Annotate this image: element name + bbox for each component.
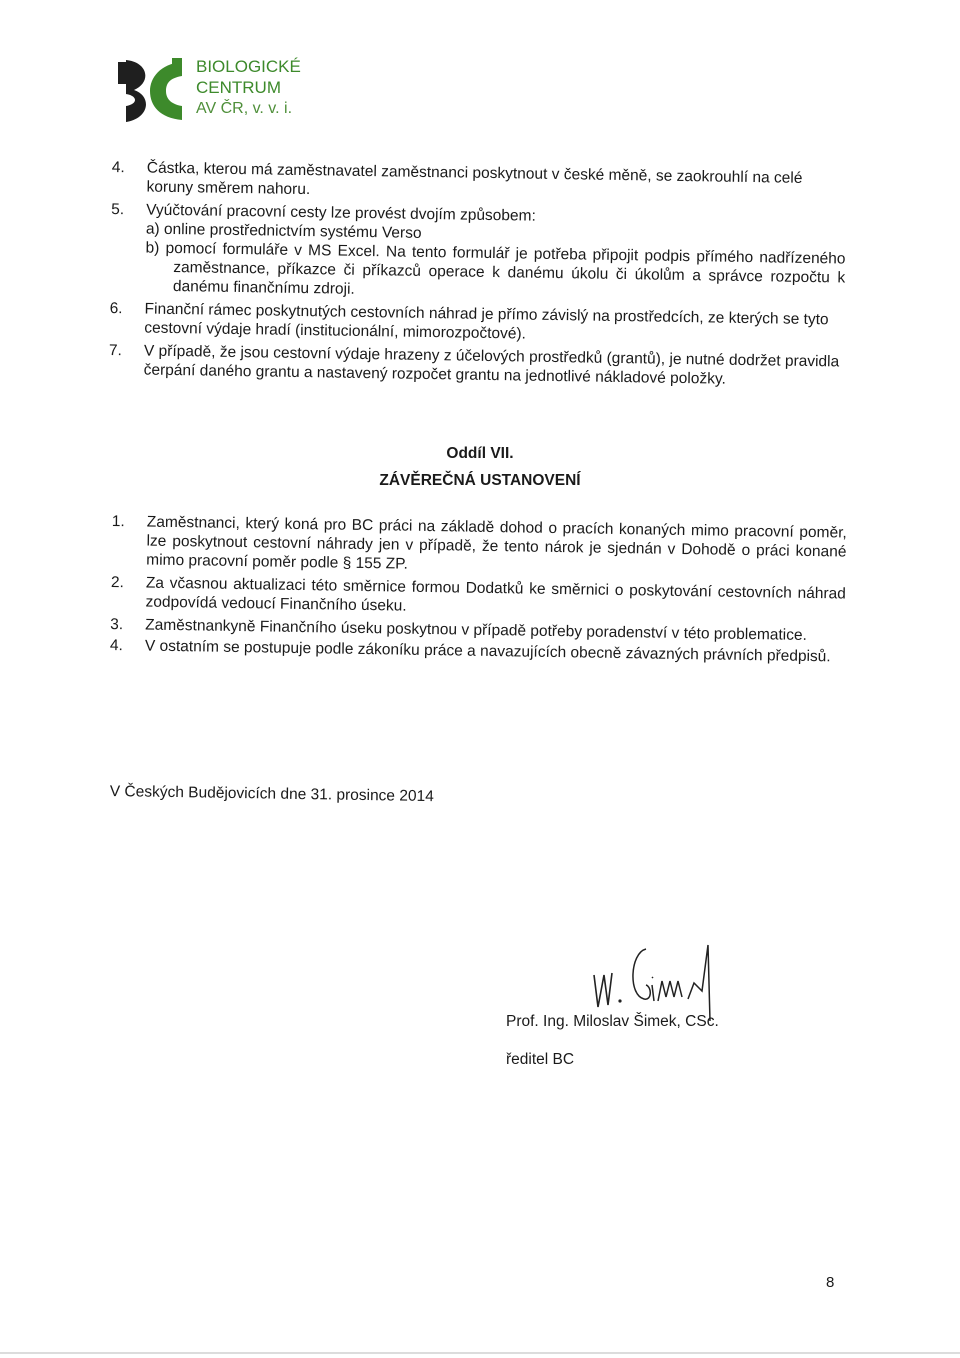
item-text: V případě, že jsou cestovní výdaje hrazeny z účelových prostředků (grantů), je nutné dodržet pravidla čerpání daného grantu a nastavený rozpočet grantu na jednotlivé nákladové položky. (143, 342, 840, 388)
page-number: 8 (826, 1274, 835, 1291)
logo-line-1: BIOLOGICKÉ (196, 57, 301, 76)
item-text: Zaměstnankyně Finančního úseku poskytnou v případě potřeby poradenství v této problematice. (145, 616, 807, 644)
bc-logo-icon (112, 56, 190, 126)
organization-logo (112, 56, 342, 126)
section-b-list (110, 512, 847, 667)
section-heading-number: Oddíl VII. (446, 445, 514, 462)
item-text: Částka, kterou má zaměstnavatel zaměstnanci poskytnout v české měně, se zaokrouhlí na celé koruny směrem nahoru. (146, 159, 803, 199)
item-number: 2. (110, 573, 124, 592)
list-item (109, 299, 845, 349)
item-text: Vyúčtování pracovní cesty lze provést dvojím způsobem: (146, 201, 536, 225)
item-number: 7. (108, 341, 123, 360)
logo-text (196, 56, 301, 119)
signer-name: Prof. Ing. Miloslav Šimek, CSc. (506, 1013, 719, 1030)
sub-item-b-text: b) pomocí formuláře v MS Excel. Na tento formulář je potřeba připojit podpis přímého nadřízeného zaměstnance, příkazce či příkazců operace k danému úkolu či úkolům a správce rozpočtu k danému finančnímu zdroji. (145, 239, 846, 298)
item-number: 4. (109, 636, 123, 655)
item-number: 4. (111, 158, 125, 177)
signer-title: ředitel BC (506, 1051, 575, 1068)
list-item (111, 512, 847, 581)
section-a-list (109, 158, 847, 391)
section-heading-title: ZÁVĚREČNÁ USTANOVENÍ (379, 472, 581, 489)
item-number: 3. (110, 615, 124, 634)
list-item (111, 158, 847, 208)
logo-line-3: AV ČR, v. v. i. (196, 100, 293, 117)
list-item (110, 200, 846, 307)
item-text: Za včasnou aktualizaci této směrnice formou Dodatků ke směrnici o poskytování cestovních náhrad zodpovídá vedoucí Finančního úseku. (145, 574, 846, 615)
logo-line-2: CENTRUM (196, 78, 281, 97)
item-number: 6. (109, 299, 123, 318)
sub-item-b (145, 239, 846, 307)
item-text: V ostatním se postupuje podle zákoníku práce a navazujících obecně závazných právních předpisů. (144, 637, 831, 666)
place-and-date: V Českých Budějovicích dne 31. prosince 2014 (109, 782, 434, 806)
item-text: Finanční rámec poskytnutých cestovních náhrad je přímo závislý na prostředcích, ze kterých se tyto cestovní výdaje hradí (institucionální, mimorozpočtové). (144, 300, 829, 343)
item-text: Zaměstnanci, který koná pro BC práci na základě dohod o pracích konaných mimo pracovní poměr, lze poskytnout cestovní náhrady jen v případě, že tento nárok je sjednán v Dohodě o práci konané mimo pracovní poměr podle § 155 ZP. (146, 513, 847, 573)
scan-edge-divider (0, 1352, 960, 1354)
sub-item-a: a) online prostřednictvím systému Verso (145, 220, 422, 242)
list-item (109, 341, 845, 391)
item-number: 5. (111, 200, 125, 219)
item-number: 1. (111, 512, 125, 531)
list-item (110, 573, 846, 623)
